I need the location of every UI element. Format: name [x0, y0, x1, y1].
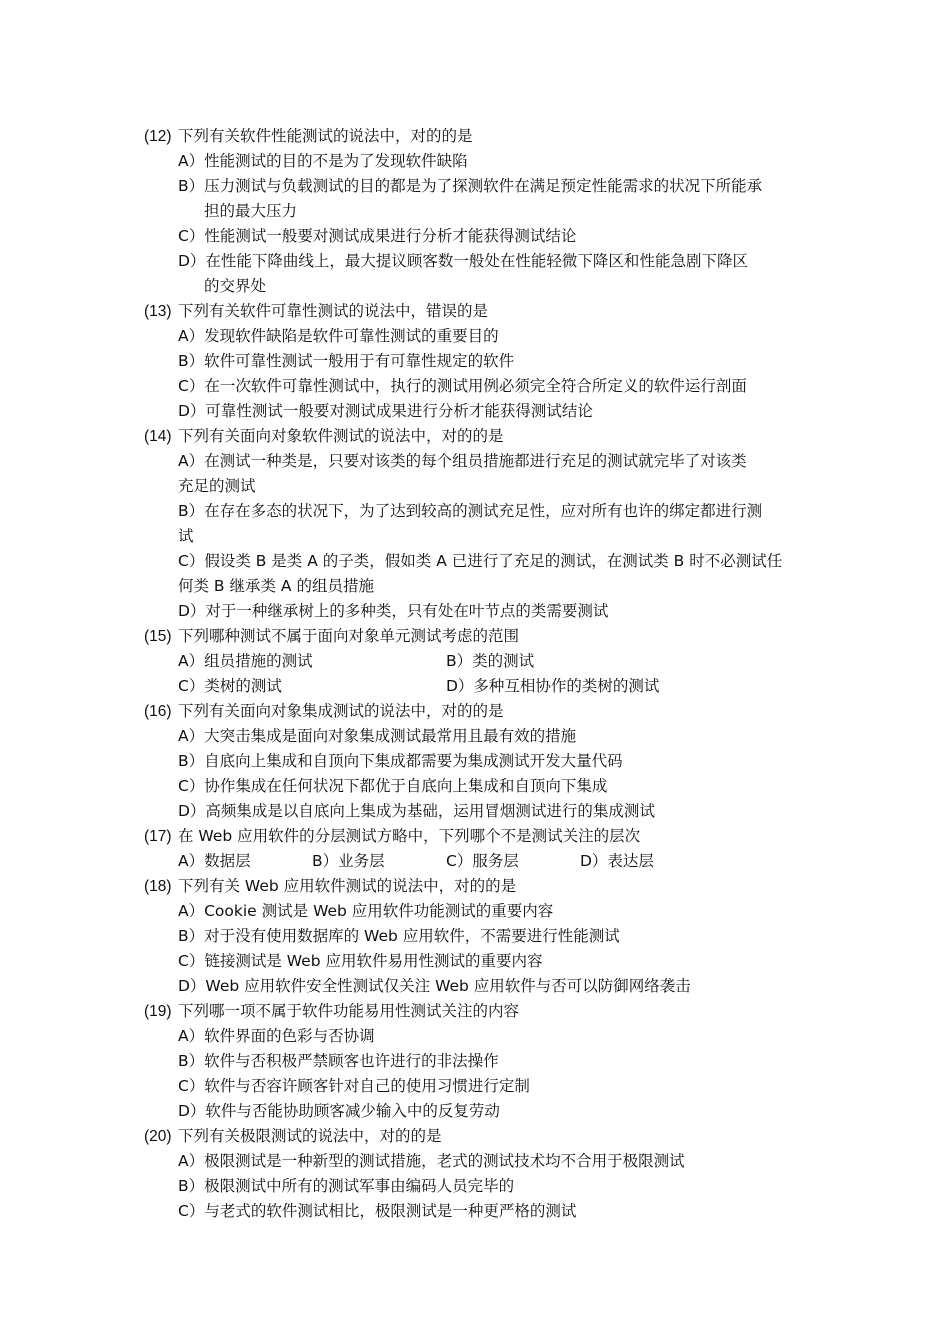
- question-stem: [144, 624, 824, 649]
- answer-option-row: [144, 849, 824, 874]
- question-item: [144, 699, 824, 824]
- question-item: [144, 299, 824, 424]
- answer-option: [144, 499, 824, 549]
- question-item: [144, 824, 824, 874]
- question-stem: [144, 699, 824, 724]
- question-stem: [144, 824, 824, 849]
- question-item: [144, 624, 824, 699]
- answer-option: [144, 399, 824, 424]
- question-text: 下列有关面向对象集成测试的说法中，对的的是: [178, 702, 504, 720]
- answer-option: [144, 149, 824, 174]
- option-text-continued: 试: [178, 527, 194, 545]
- option-text: B）压力测试与负载测试的目的都是为了探测软件在满足预定性能需求的状况下所能承: [178, 177, 763, 195]
- answer-option: [144, 899, 824, 924]
- answer-option: [144, 799, 824, 824]
- answer-option: D）表达层: [580, 852, 654, 870]
- option-text: D）对于一种继承树上的多种类，只有处在叶节点的类需要测试: [178, 602, 609, 620]
- answer-option: [144, 449, 824, 499]
- answer-option-row: [144, 649, 824, 674]
- option-text: A）极限测试是一种新型的测试措施，老式的测试技术均不合用于极限测试: [178, 1152, 685, 1170]
- option-text: B）极限测试中所有的测试军事由编码人员完毕的: [178, 1177, 515, 1195]
- option-text: A）大突击集成是面向对象集成测试最常用且最有效的措施: [178, 727, 577, 745]
- question-number: (14): [144, 428, 172, 445]
- question-text: 下列哪一项不属于软件功能易用性测试关注的内容: [178, 1002, 520, 1020]
- answer-option: A）组员措施的测试: [178, 652, 313, 670]
- answer-option: [144, 249, 824, 299]
- option-text-continued: 担的最大压力: [204, 202, 298, 220]
- option-text-continued: 充足的测试: [178, 477, 256, 495]
- question-text: 下列有关极限测试的说法中，对的的是: [178, 1127, 442, 1145]
- question-item: [144, 124, 824, 299]
- answer-option: [144, 974, 824, 999]
- option-text: C）性能测试一般要对测试成果进行分析才能获得测试结论: [178, 227, 577, 245]
- option-text: B）自底向上集成和自顶向下集成都需要为集成测试开发大量代码: [178, 752, 623, 770]
- answer-option: [144, 1199, 824, 1224]
- option-text: D）可靠性测试一般要对测试成果进行分析才能获得测试结论: [178, 402, 593, 420]
- option-text: B）软件与否积极严禁顾客也许进行的非法操作: [178, 1052, 499, 1070]
- option-text-continued: 何类 B 继承类 A 的组员措施: [178, 577, 374, 595]
- answer-option: [144, 174, 824, 224]
- option-text: D）软件与否能协助顾客减少输入中的反复劳动: [178, 1102, 500, 1120]
- option-text: A）性能测试的目的不是为了发现软件缺陷: [178, 152, 468, 170]
- answer-option: C）类树的测试: [178, 677, 282, 695]
- answer-option: [144, 1074, 824, 1099]
- answer-option: [144, 724, 824, 749]
- option-text: A）Cookie 测试是 Web 应用软件功能测试的重要内容: [178, 902, 554, 920]
- question-number: (20): [144, 1128, 172, 1145]
- question-number: (18): [144, 878, 172, 895]
- question-stem: [144, 424, 824, 449]
- option-text: C）协作集成在任何状况下都优于自底向上集成和自顶向下集成: [178, 777, 608, 795]
- question-item: [144, 999, 824, 1124]
- question-text: 下列有关软件可靠性测试的说法中，错误的是: [178, 302, 489, 320]
- question-text: 下列有关面向对象软件测试的说法中，对的的是: [178, 427, 504, 445]
- question-stem: [144, 874, 824, 899]
- option-text: D）Web 应用软件安全性测试仅关注 Web 应用软件与否可以防御网络袭击: [178, 977, 691, 995]
- option-text: D）高频集成是以自底向上集成为基础，运用冒烟测试进行的集成测试: [178, 802, 655, 820]
- answer-option: [144, 774, 824, 799]
- answer-option: [144, 349, 824, 374]
- answer-option: [144, 1149, 824, 1174]
- answer-option: [144, 374, 824, 399]
- answer-option: [144, 749, 824, 774]
- answer-option: [144, 599, 824, 624]
- answer-option: B）类的测试: [446, 652, 535, 670]
- option-text: C）链接测试是 Web 应用软件易用性测试的重要内容: [178, 952, 543, 970]
- option-text: B）在存在多态的状况下，为了达到较高的测试充足性，应对所有也许的绑定都进行测: [178, 502, 763, 520]
- question-number: (17): [144, 828, 172, 845]
- question-text: 下列有关软件性能测试的说法中，对的的是: [178, 127, 473, 145]
- option-text: A）发现软件缺陷是软件可靠性测试的重要目的: [178, 327, 499, 345]
- answer-option: [144, 1174, 824, 1199]
- answer-option: A）数据层: [178, 852, 251, 870]
- question-stem: [144, 124, 824, 149]
- option-text: C）在一次软件可靠性测试中，执行的测试用例必须完全符合所定义的软件运行剖面: [178, 377, 747, 395]
- question-text: 下列有关 Web 应用软件测试的说法中，对的的是: [178, 877, 517, 895]
- answer-option: [144, 549, 824, 599]
- question-number: (15): [144, 628, 172, 645]
- question-list: [144, 124, 824, 1224]
- question-number: (19): [144, 1003, 172, 1020]
- option-text-continued: 的交界处: [204, 277, 267, 295]
- answer-option: [144, 949, 824, 974]
- option-text: A）在测试一种类是，只要对该类的每个组员措施都进行充足的测试就完毕了对该类: [178, 452, 747, 470]
- answer-option: [144, 1049, 824, 1074]
- answer-option: [144, 1099, 824, 1124]
- option-text: C）软件与否容许顾客针对自己的使用习惯进行定制: [178, 1077, 530, 1095]
- question-item: [144, 874, 824, 999]
- option-text: D）在性能下降曲线上，最大提议顾客数一般处在性能轻微下降区和性能急剧下降区: [178, 252, 748, 270]
- answer-option: B）业务层: [312, 852, 385, 870]
- answer-option: [144, 924, 824, 949]
- option-text: B）对于没有使用数据库的 Web 应用软件，不需要进行性能测试: [178, 927, 620, 945]
- option-text: C）假设类 B 是类 A 的子类，假如类 A 已进行了充足的测试，在测试类 B 时不必测试任: [178, 552, 783, 570]
- answer-option: [144, 1024, 824, 1049]
- answer-option: D）多种互相协作的类树的测试: [446, 677, 660, 695]
- option-text: A）软件界面的色彩与否协调: [178, 1027, 375, 1045]
- question-number: (16): [144, 703, 172, 720]
- question-stem: [144, 1124, 824, 1149]
- answer-option: C）服务层: [446, 852, 519, 870]
- question-item: [144, 424, 824, 624]
- answer-option-row: [144, 674, 824, 699]
- question-number: (12): [144, 128, 172, 145]
- question-stem: [144, 299, 824, 324]
- question-item: [144, 1124, 824, 1224]
- question-number: (13): [144, 303, 172, 320]
- question-text: 在 Web 应用软件的分层测试方略中，下列哪个不是测试关注的层次: [178, 827, 641, 845]
- option-text: C）与老式的软件测试相比，极限测试是一种更严格的测试: [178, 1202, 577, 1220]
- answer-option: [144, 224, 824, 249]
- answer-option: [144, 324, 824, 349]
- question-text: 下列哪种测试不属于面向对象单元测试考虑的范围: [178, 627, 520, 645]
- question-stem: [144, 999, 824, 1024]
- option-text: B）软件可靠性测试一般用于有可靠性规定的软件: [178, 352, 515, 370]
